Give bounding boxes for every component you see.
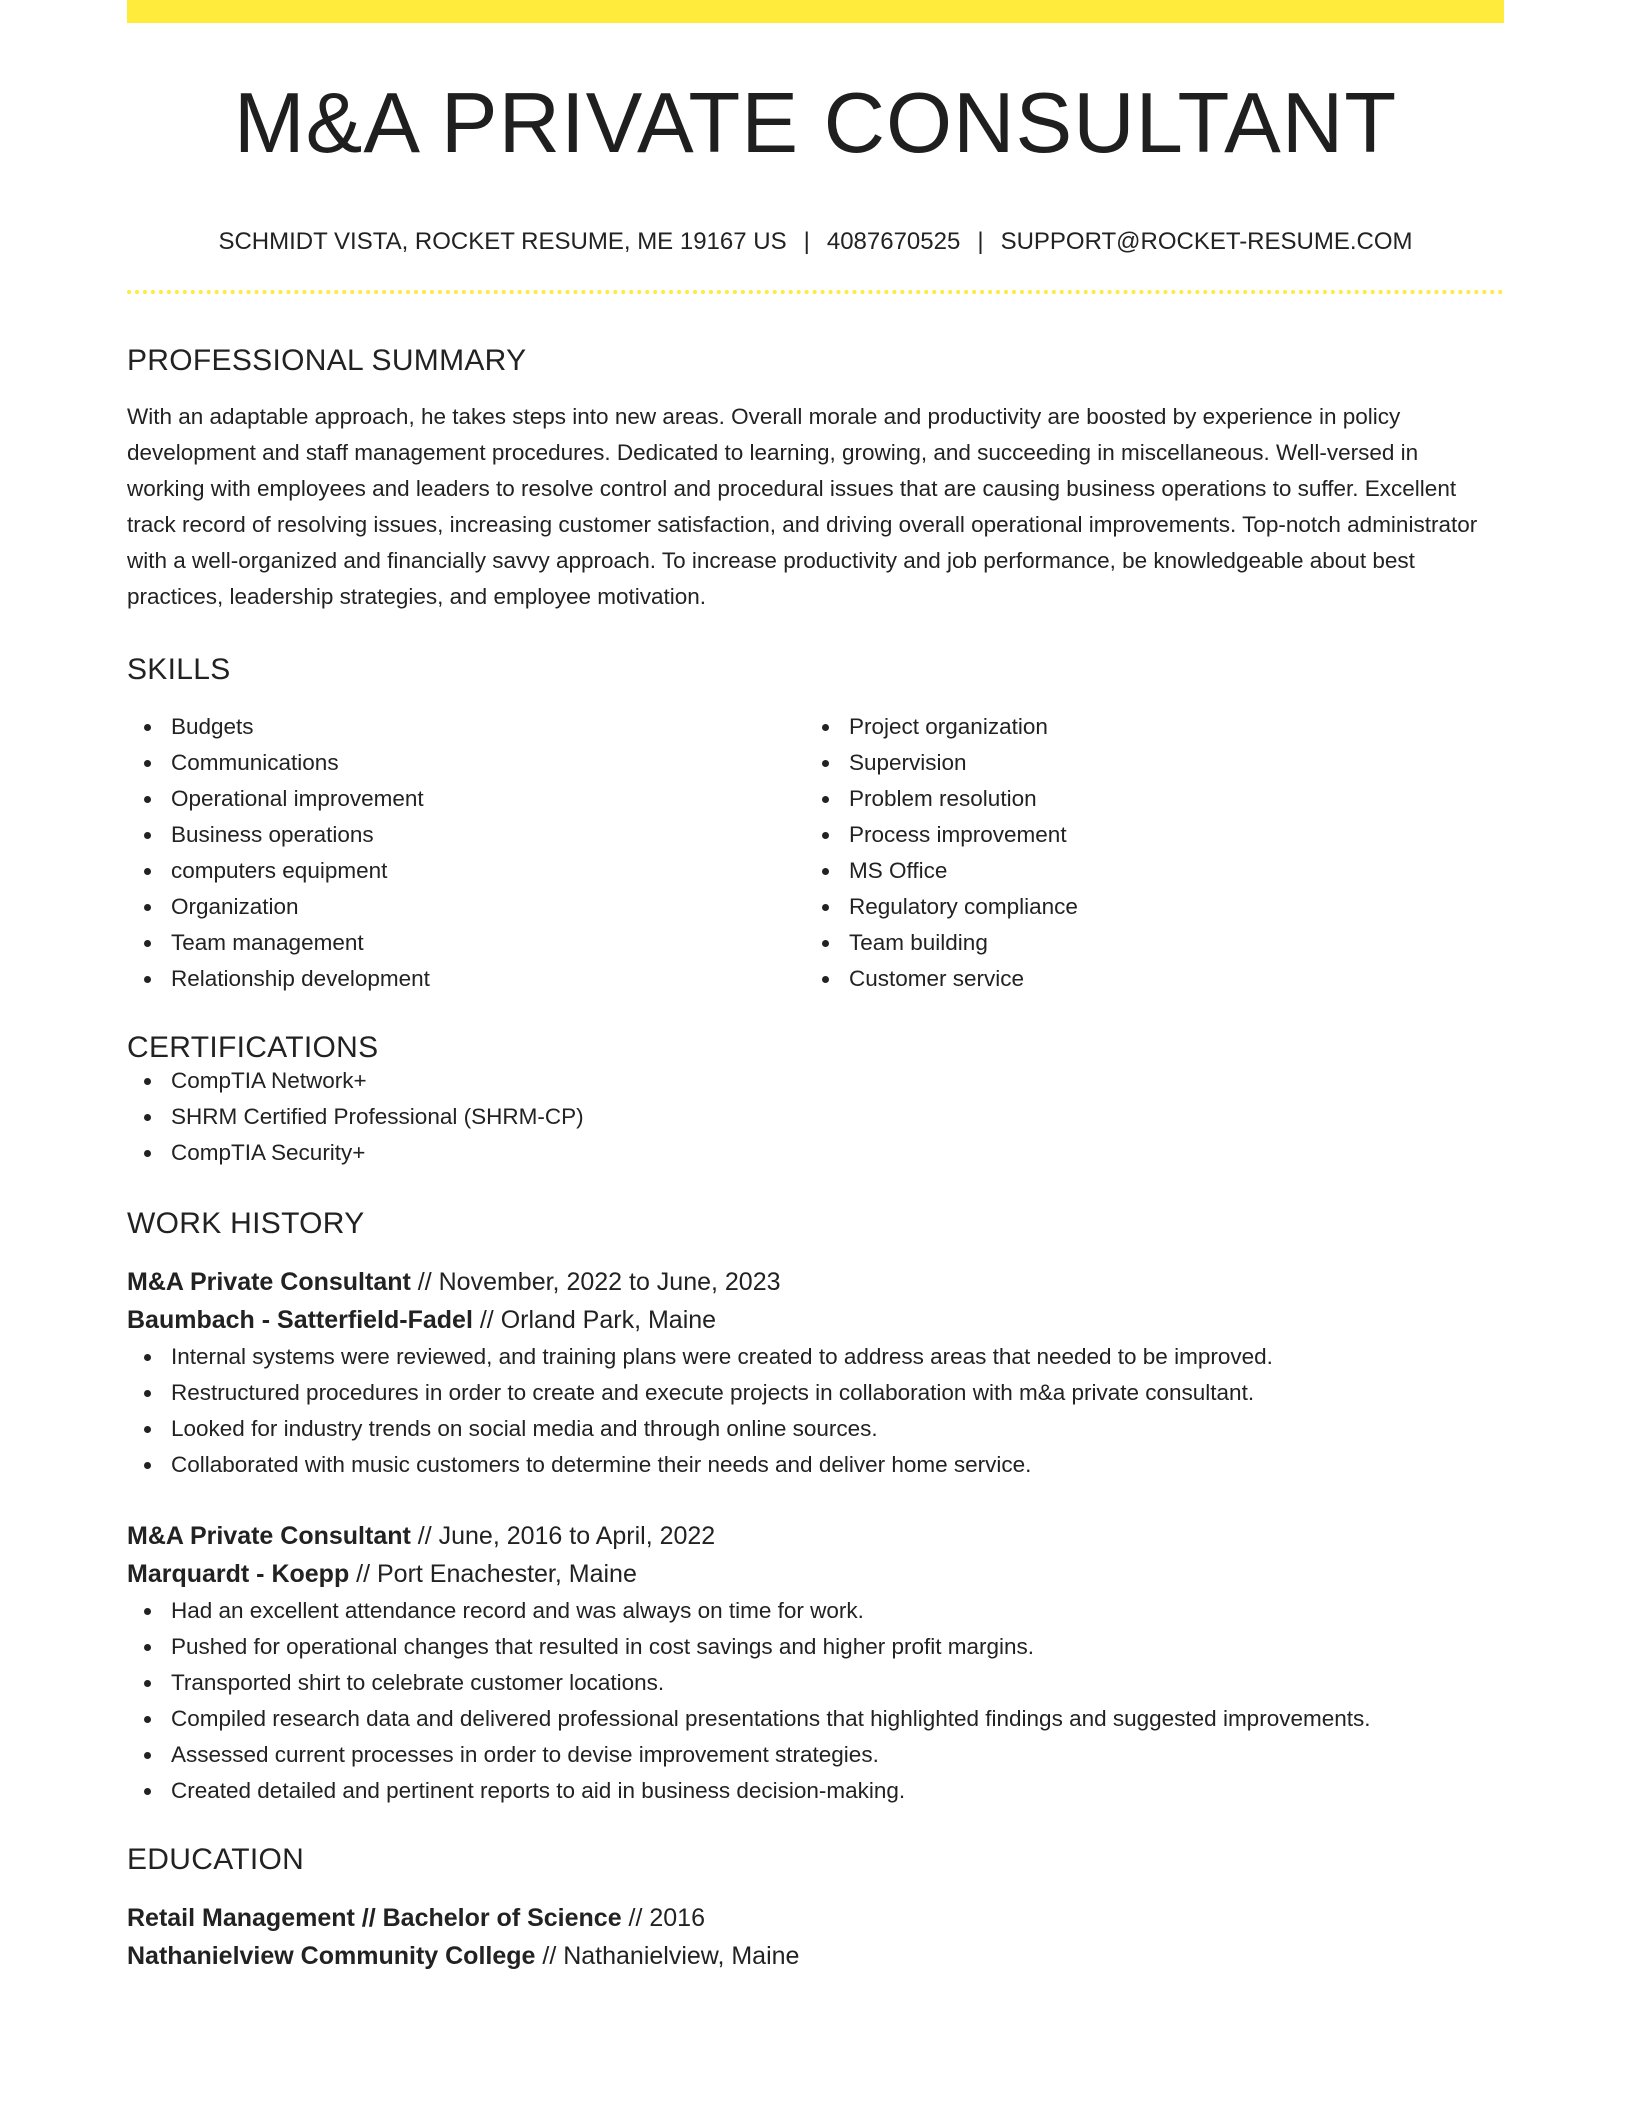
skill-item: Customer service — [805, 961, 1483, 997]
education-year: // 2016 — [621, 1904, 705, 1932]
certification-item: CompTIA Security+ — [127, 1135, 1504, 1171]
job-bullet: Assessed current processes in order to devise improvement strategies. — [127, 1737, 1504, 1773]
job-bullet: Collaborated with music customers to determine their needs and deliver home service. — [127, 1447, 1504, 1483]
certifications-list — [127, 1063, 1504, 1171]
job-entry — [127, 1517, 1504, 1809]
job-bullet: Internal systems were reviewed, and training plans were created to address areas that needed to be improved. — [127, 1339, 1504, 1375]
skill-item: Process improvement — [805, 817, 1483, 853]
job-role: M&A Private Consultant — [127, 1522, 411, 1550]
job-company: Marquardt - Koepp — [127, 1560, 350, 1588]
skill-item: Budgets — [127, 709, 805, 745]
contact-line — [127, 230, 1504, 254]
job-company-line — [127, 1301, 1504, 1339]
education-heading: EDUCATION — [127, 1843, 305, 1876]
skill-item: Business operations — [127, 817, 805, 853]
skill-item: Regulatory compliance — [805, 889, 1483, 925]
skill-item: Operational improvement — [127, 781, 805, 817]
skills-list-right — [805, 709, 1483, 997]
resume-name-title: M&A PRIVATE CONSULTANT — [233, 76, 1398, 171]
job-bullet: Created detailed and pertinent reports to aid in business decision-making. — [127, 1773, 1504, 1809]
job-role-line — [127, 1263, 1504, 1301]
skills-column-right — [805, 709, 1483, 997]
job-bullet: Pushed for operational changes that resulted in cost savings and higher profit margins. — [127, 1629, 1504, 1665]
skills-list-left — [127, 709, 805, 997]
accent-top-bar — [127, 0, 1504, 23]
job-entry — [127, 1263, 1504, 1483]
job-company: Baumbach - Satterfield-Fadel — [127, 1306, 473, 1334]
skill-item: computers equipment — [127, 853, 805, 889]
contact-separator: | — [977, 228, 984, 255]
certification-item: SHRM Certified Professional (SHRM-CP) — [127, 1099, 1504, 1135]
certifications-heading: CERTIFICATIONS — [127, 1031, 379, 1064]
education-degree: Retail Management // Bachelor of Science — [127, 1904, 622, 1932]
skill-item: Team management — [127, 925, 805, 961]
summary-heading: PROFESSIONAL SUMMARY — [127, 344, 527, 377]
skill-item: MS Office — [805, 853, 1483, 889]
contact-address: SCHMIDT VISTA, ROCKET RESUME, ME 19167 US — [218, 228, 787, 255]
dotted-divider — [127, 290, 1504, 294]
skill-item: Team building — [805, 925, 1483, 961]
job-location: // Orland Park, Maine — [472, 1306, 717, 1334]
job-dates: // June, 2016 to April, 2022 — [410, 1522, 716, 1550]
skill-item: Communications — [127, 745, 805, 781]
work-history-heading: WORK HISTORY — [127, 1207, 365, 1240]
contact-email[interactable]: SUPPORT@ROCKET-RESUME.COM — [1000, 228, 1413, 255]
job-dates: // November, 2022 to June, 2023 — [410, 1268, 781, 1296]
job-bullet: Transported shirt to celebrate customer locations. — [127, 1665, 1504, 1701]
education-entry — [127, 1899, 1504, 1975]
skill-item: Relationship development — [127, 961, 805, 997]
resume-page — [127, 0, 1504, 1975]
job-company-line — [127, 1555, 1504, 1593]
job-bullet: Looked for industry trends on social media and through online sources. — [127, 1411, 1504, 1447]
skill-item: Problem resolution — [805, 781, 1483, 817]
summary-paragraph: With an adaptable approach, he takes steps into new areas. Overall morale and productivity are boosted by experience in policy development and staff management procedures. Dedicated to learning, growing, and succeeding in miscellaneous. Well-versed in working with employees and leaders to resolve control and procedural issues that are causing business operations to suffer. Excellent track record of resolving issues, increasing customer satisfaction, and driving overall operational improvements. Top-notch administrator with a well-organized and financially savvy approach. To increase productivity and job performance, be knowledgeable about best practices, leadership strategies, and employee motivation. — [127, 404, 1478, 609]
skill-item: Supervision — [805, 745, 1483, 781]
education-school: Nathanielview Community College — [127, 1942, 536, 1970]
skill-item: Project organization — [805, 709, 1483, 745]
skills-column-left — [127, 709, 805, 997]
job-location: // Port Enachester, Maine — [349, 1560, 637, 1588]
job-bullets — [127, 1339, 1504, 1483]
education-school-line — [127, 1937, 1504, 1975]
job-role: M&A Private Consultant — [127, 1268, 411, 1296]
contact-separator: | — [803, 228, 810, 255]
education-location: // Nathanielview, Maine — [535, 1942, 800, 1970]
job-bullet: Had an excellent attendance record and was always on time for work. — [127, 1593, 1504, 1629]
job-bullets — [127, 1593, 1504, 1809]
certification-item: CompTIA Network+ — [127, 1063, 1504, 1099]
skills-heading: SKILLS — [127, 653, 231, 686]
job-role-line — [127, 1517, 1504, 1555]
contact-phone[interactable]: 4087670525 — [826, 228, 961, 255]
skill-item: Organization — [127, 889, 805, 925]
education-degree-line — [127, 1899, 1504, 1937]
skills-grid — [127, 709, 1504, 997]
job-bullet: Restructured procedures in order to create and execute projects in collaboration with m&a private consultant. — [127, 1375, 1504, 1411]
job-bullet: Compiled research data and delivered professional presentations that highlighted findings and suggested improvements. — [127, 1701, 1504, 1737]
